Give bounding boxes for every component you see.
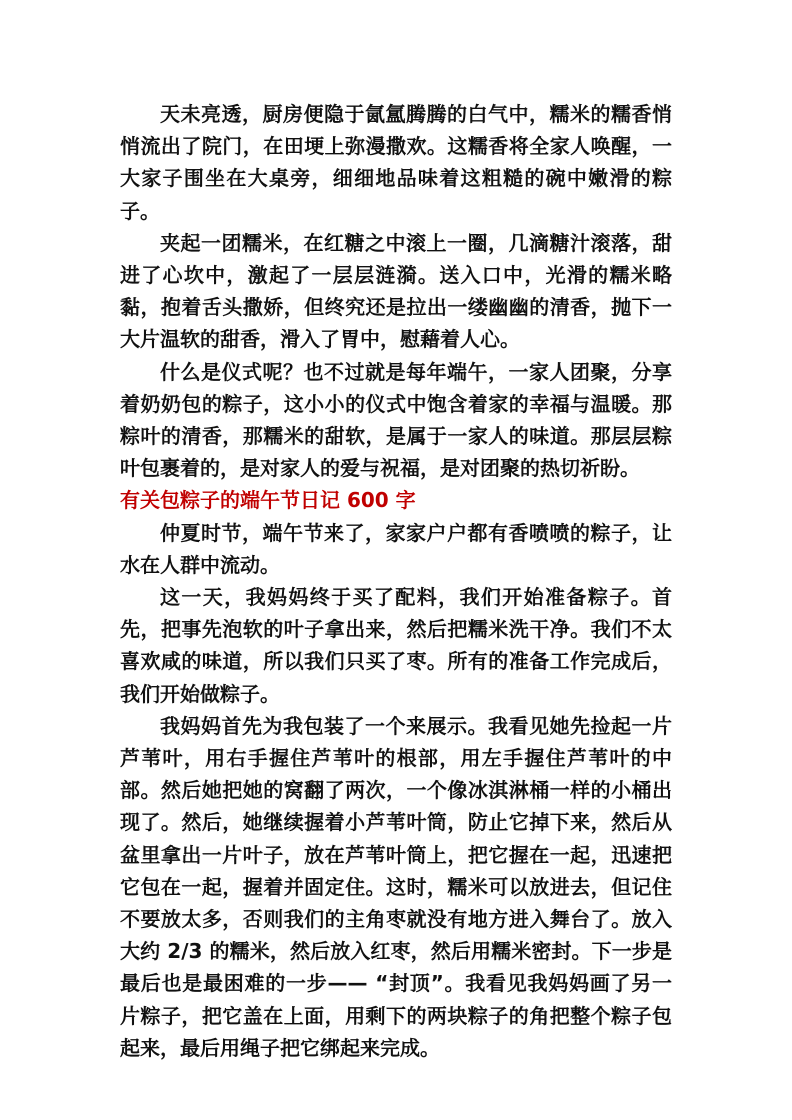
paragraph-eating-zongzi: 夹起一团糯米，在红糖之中滚上一圈，几滴糖汁滚落，甜进了心坎中，激起了一层层涟漪。送入口中，光滑的糯米略黏，抱着舌头撒娇，但终究还是拉出一缕幽幽的清香，抛下一大片温软的甜香，滑入了胃中，慰藉着人心。 [120,230,672,352]
paragraph-midsummer: 仲夏时节，端午节来了，家家户户都有香喷喷的粽子，让水在人群中流动。 [120,520,672,577]
document-body [120,98,672,1064]
section-heading: 有关包粽子的端午节日记 600 字 [120,488,416,513]
paragraph-wrapping: 我妈妈首先为我包装了一个来展示。我看见她先捡起一片芦苇叶，用右手握住芦苇叶的根部，用左手握住芦苇叶的中部。然后她把她的窝翻了两次，一个像冰淇淋桶一样的小桶出现了。然后，她继续握着小芦苇叶筒，防止它掉下来，然后从盆里拿出一片叶子，放在芦苇叶筒上，把它握在一起，迅速把它包在一起，握着并固定住。这时，糯米可以放进去，但记住不要放太多，否则我们的主角枣就没有地方进入舞台了。放入大约 2/3 的糯米，然后放入红枣，然后用糯米密封。下一步是最后也是最困难的一步—— “封顶”。我看见我妈妈画了另一片粽子，把它盖在上面，用剩下的两块粽子的角把整个粽子包起来，最后用绳子把它绑起来完成。 [120,713,672,1060]
paragraph-ritual: 什么是仪式呢？也不过就是每年端午，一家人团聚，分享着奶奶包的粽子，这小小的仪式中饱含着家的幸福与温暖。那粽叶的清香，那糯米的甜软，是属于一家人的味道。那层层粽叶包裹着的，是对家人的爱与祝福，是对团聚的热切祈盼。 [120,359,672,481]
paragraph-preparation: 这一天，我妈妈终于买了配料，我们开始准备粽子。首先，把事先泡软的叶子拿出来，然后把糯米洗干净。我们不太喜欢咸的味道，所以我们只买了枣。所有的准备工作完成后，我们开始做粽子。 [120,585,672,706]
paragraph-morning-kitchen: 天未亮透，厨房便隐于氤氲腾腾的白气中，糯米的糯香悄悄流出了院门，在田埂上弥漫撒欢。这糯香将全家人唤醒，一大家子围坐在大桌旁，细细地品味着这粗糙的碗中嫩滑的粽子。 [120,102,672,223]
